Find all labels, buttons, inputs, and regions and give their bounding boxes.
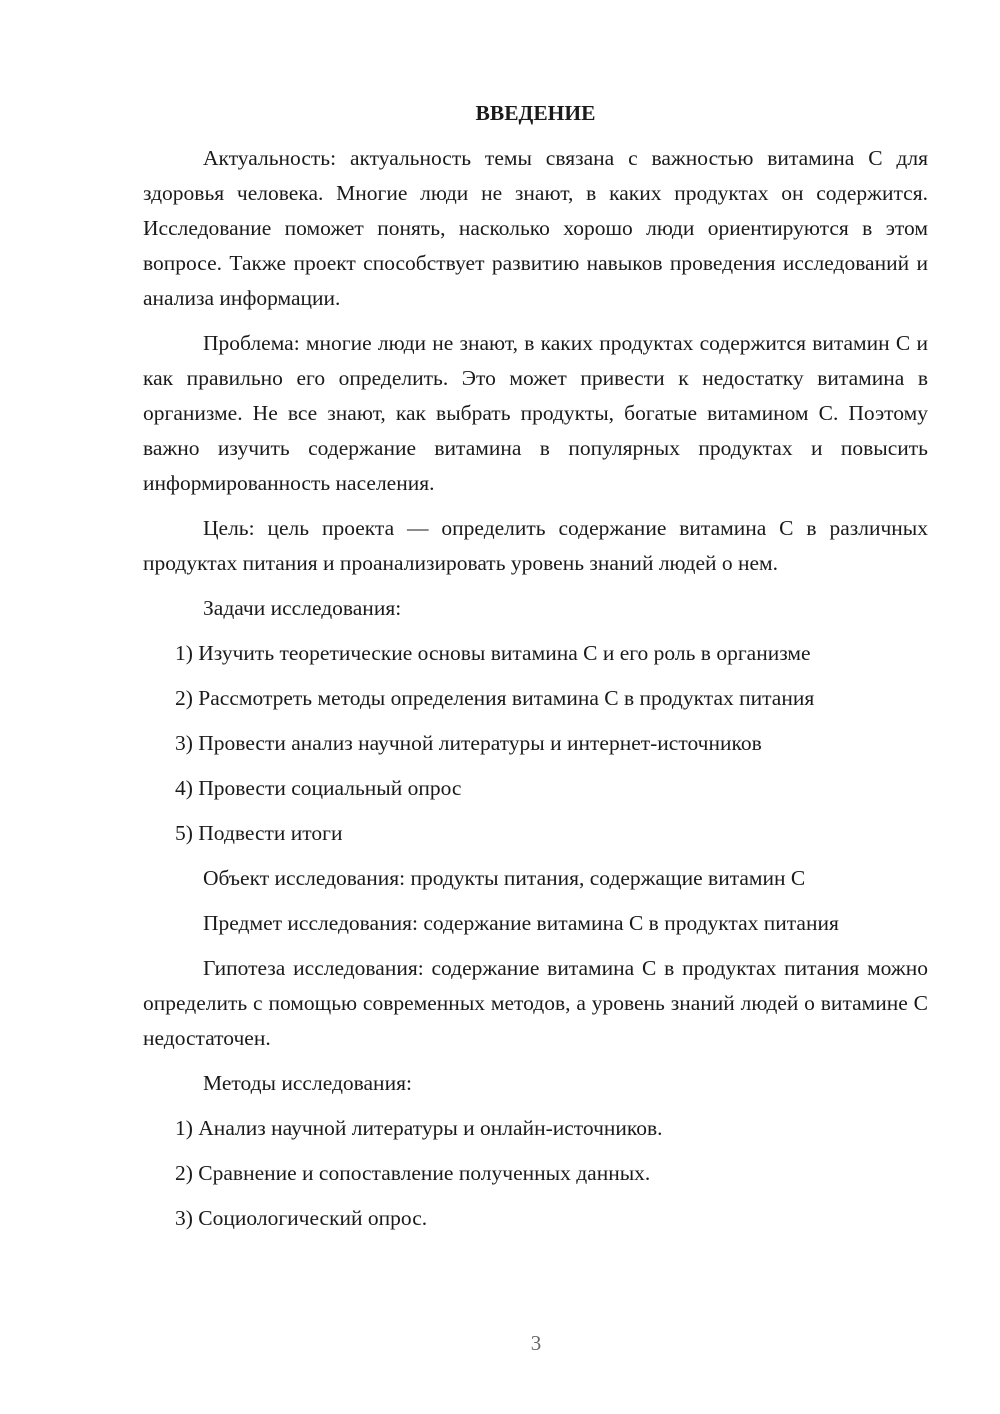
document-page	[143, 96, 928, 1246]
list-item: 3) Провести анализ научной литературы и интернет-источников	[175, 731, 762, 755]
methods-label: Методы исследования:	[203, 1071, 412, 1095]
list-item: 3) Социологический опрос.	[175, 1206, 428, 1230]
goal-paragraph: Цель: цель проекта — определить содержание витамина С в различных продуктах питания и проанализировать уровень знаний людей о нем.	[143, 516, 928, 575]
page-title: ВВЕДЕНИЕ	[475, 101, 596, 125]
list-item: 1) Анализ научной литературы и онлайн-источников.	[175, 1116, 663, 1140]
problem-paragraph: Проблема: многие люди не знают, в каких продуктах содержится витамин С и как правильно его определить. Это может привести к недостатку витамина в организме. Не все знают, как выбрать продукты, богатые витамином С. Поэтому важно изучить содержание витамина в популярных продуктах и повысить информированность населения.	[143, 331, 928, 495]
tasks-label: Задачи исследования:	[203, 596, 402, 620]
hypothesis-paragraph: Гипотеза исследования: содержание витамина С в продуктах питания можно определить с помощью современных методов, а уровень знаний людей о витамине С недостаточен.	[143, 956, 928, 1050]
page-number: 3	[530, 1331, 542, 1355]
list-item: 4) Провести социальный опрос	[175, 776, 462, 800]
methods-list	[143, 1111, 928, 1236]
subject-paragraph: Предмет исследования: содержание витамина С в продуктах питания	[203, 911, 839, 935]
list-item: 5) Подвести итоги	[175, 821, 343, 845]
object-paragraph: Объект исследования: продукты питания, содержащие витамин С	[203, 866, 806, 890]
list-item: 2) Сравнение и сопоставление полученных данных.	[175, 1161, 651, 1185]
list-item: 1) Изучить теоретические основы витамина С и его роль в организме	[175, 641, 811, 665]
relevance-paragraph: Актуальность: актуальность темы связана с важностью витамина С для здоровья человека. Многие люди не знают, в каких продуктах он содержится. Исследование поможет понять, насколько хорошо люди ориентируются в этом вопросе. Также проект способствует развитию навыков проведения исследований и анализа информации.	[143, 146, 928, 310]
tasks-list	[143, 636, 928, 851]
list-item: 2) Рассмотреть методы определения витамина С в продуктах питания	[175, 686, 815, 710]
